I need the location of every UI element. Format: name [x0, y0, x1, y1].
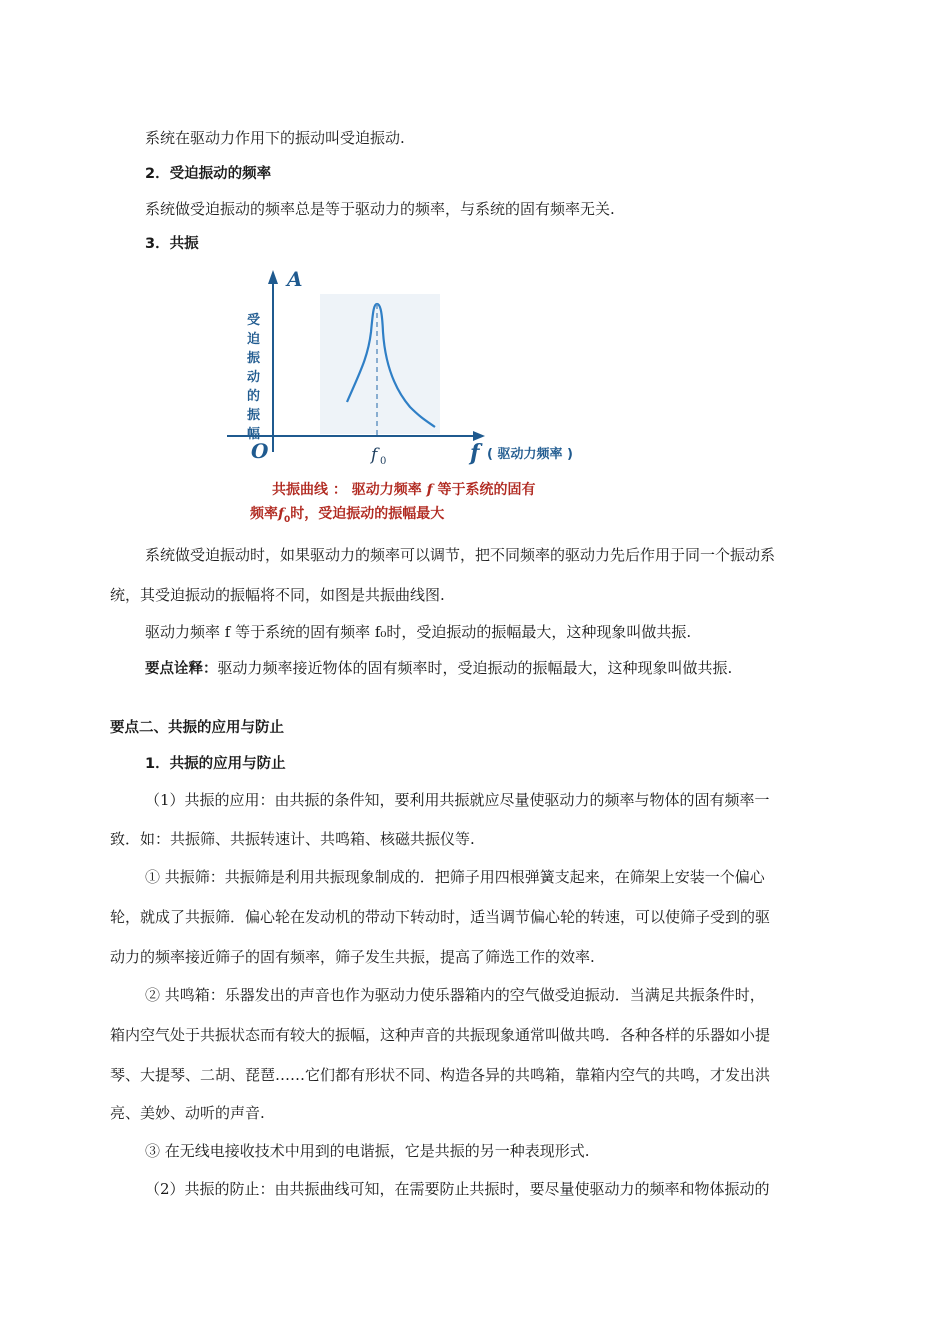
heading-forced-frequency: 2．受迫振动的频率: [145, 166, 272, 182]
origin-label: O: [251, 439, 269, 463]
figure-caption-line1: [272, 479, 536, 499]
paragraph-line: 琴、大提琴、二胡、琵琶……它们都有形状不同、构造各异的共鸣箱，靠箱内空气的共鸣，才发出洪: [110, 1066, 771, 1084]
paragraph-line: 亮、美妙、动听的声音.: [110, 1104, 265, 1122]
key-point-note: [145, 658, 732, 679]
x-axis-title: ( 驱动力频率 ): [487, 447, 573, 462]
paragraph-line: 系统做受迫振动时，如果驱动力的频率可以调节，把不同频率的驱动力先后作用于同一个振动系: [145, 546, 776, 564]
intro-text: 系统在驱动力作用下的振动叫受迫振动.: [145, 129, 405, 147]
paragraph-line: 驱动力频率 f 等于系统的固有频率 f₀时，受迫振动的振幅最大，这种现象叫做共振.: [145, 623, 692, 641]
figure-caption-line2: [250, 503, 444, 525]
caption-f0: f: [278, 506, 285, 522]
paragraph-line: ① 共振筛：共振筛是利用共振现象制成的．把筛子用四根弹簧支起来，在筛架上安装一个偏心: [145, 868, 765, 886]
note-label: 要点诠释：: [145, 661, 218, 677]
y-title-char: 振: [247, 408, 261, 423]
paragraph-line: 动力的频率接近筛子的固有频率，筛子发生共振，提高了筛选工作的效率.: [110, 948, 595, 966]
paragraph-line: ③ 在无线电接收技术中用到的电谐振，它是共振的另一种表现形式.: [145, 1142, 590, 1160]
y-title-char: 迫: [247, 332, 261, 347]
f0-subscript: 0: [380, 456, 387, 467]
y-axis-label: A: [287, 267, 303, 291]
y-title-char: 受: [247, 313, 261, 328]
paragraph-line: 致．如：共振筛、共振转速计、共鸣箱、核磁共振仪等.: [110, 830, 475, 848]
paragraph-line: （1）共振的应用：由共振的条件知，要利用共振就应尽量使驱动力的频率与物体的固有频率一: [145, 791, 770, 809]
y-title-char: 动: [247, 370, 261, 385]
paragraph-line: 箱内空气处于共振状态而有较大的振幅，这种声音的共振现象通常叫做共鸣．各种各样的乐器如小提: [110, 1026, 771, 1044]
y-axis-title: [246, 312, 260, 442]
f0-label: f: [371, 445, 378, 465]
caption-f0-sub: 0: [284, 514, 291, 525]
subheading: 1．共振的应用与防止: [145, 756, 286, 772]
note-text: 驱动力频率接近物体的固有频率时，受迫振动的振幅最大，这种现象叫做共振.: [217, 659, 733, 677]
caption-text: 时，受迫振动的振幅最大: [290, 506, 445, 522]
forced-frequency-text: 系统做受迫振动的频率总是等于驱动力的频率，与系统的固有频率无关.: [145, 200, 615, 218]
y-title-char: 振: [247, 351, 261, 366]
section-title: 要点二、共振的应用与防止: [110, 720, 284, 736]
y-title-char: 的: [247, 389, 261, 404]
caption-text: 等于系统的固有: [437, 482, 536, 498]
paragraph-line: 轮，就成了共振筛．偏心轮在发动机的带动下转动时，适当调节偏心轮的转速，可以使筛子受到的驱: [110, 908, 771, 926]
paragraph-line: 统，其受迫振动的振幅将不同，如图是共振曲线图.: [110, 586, 445, 604]
heading-resonance: 3．共振: [145, 236, 199, 252]
x-axis-label: f: [470, 440, 480, 466]
paragraph-line: （2）共振的防止：由共振曲线可知，在需要防止共振时，要尽量使驱动力的频率和物体振动的: [145, 1180, 770, 1198]
y-title-char: 幅: [247, 427, 261, 442]
caption-text: 共振曲线 ： 驱动力频率: [272, 482, 422, 498]
plot-background: [320, 294, 440, 434]
caption-text: 频率: [250, 506, 278, 522]
caption-f: f: [426, 482, 433, 498]
paragraph-line: ② 共鸣箱：乐器发出的声音也作为驱动力使乐器箱内的空气做受迫振动．当满足共振条件时，: [145, 986, 765, 1004]
y-axis-arrow: [268, 270, 278, 284]
